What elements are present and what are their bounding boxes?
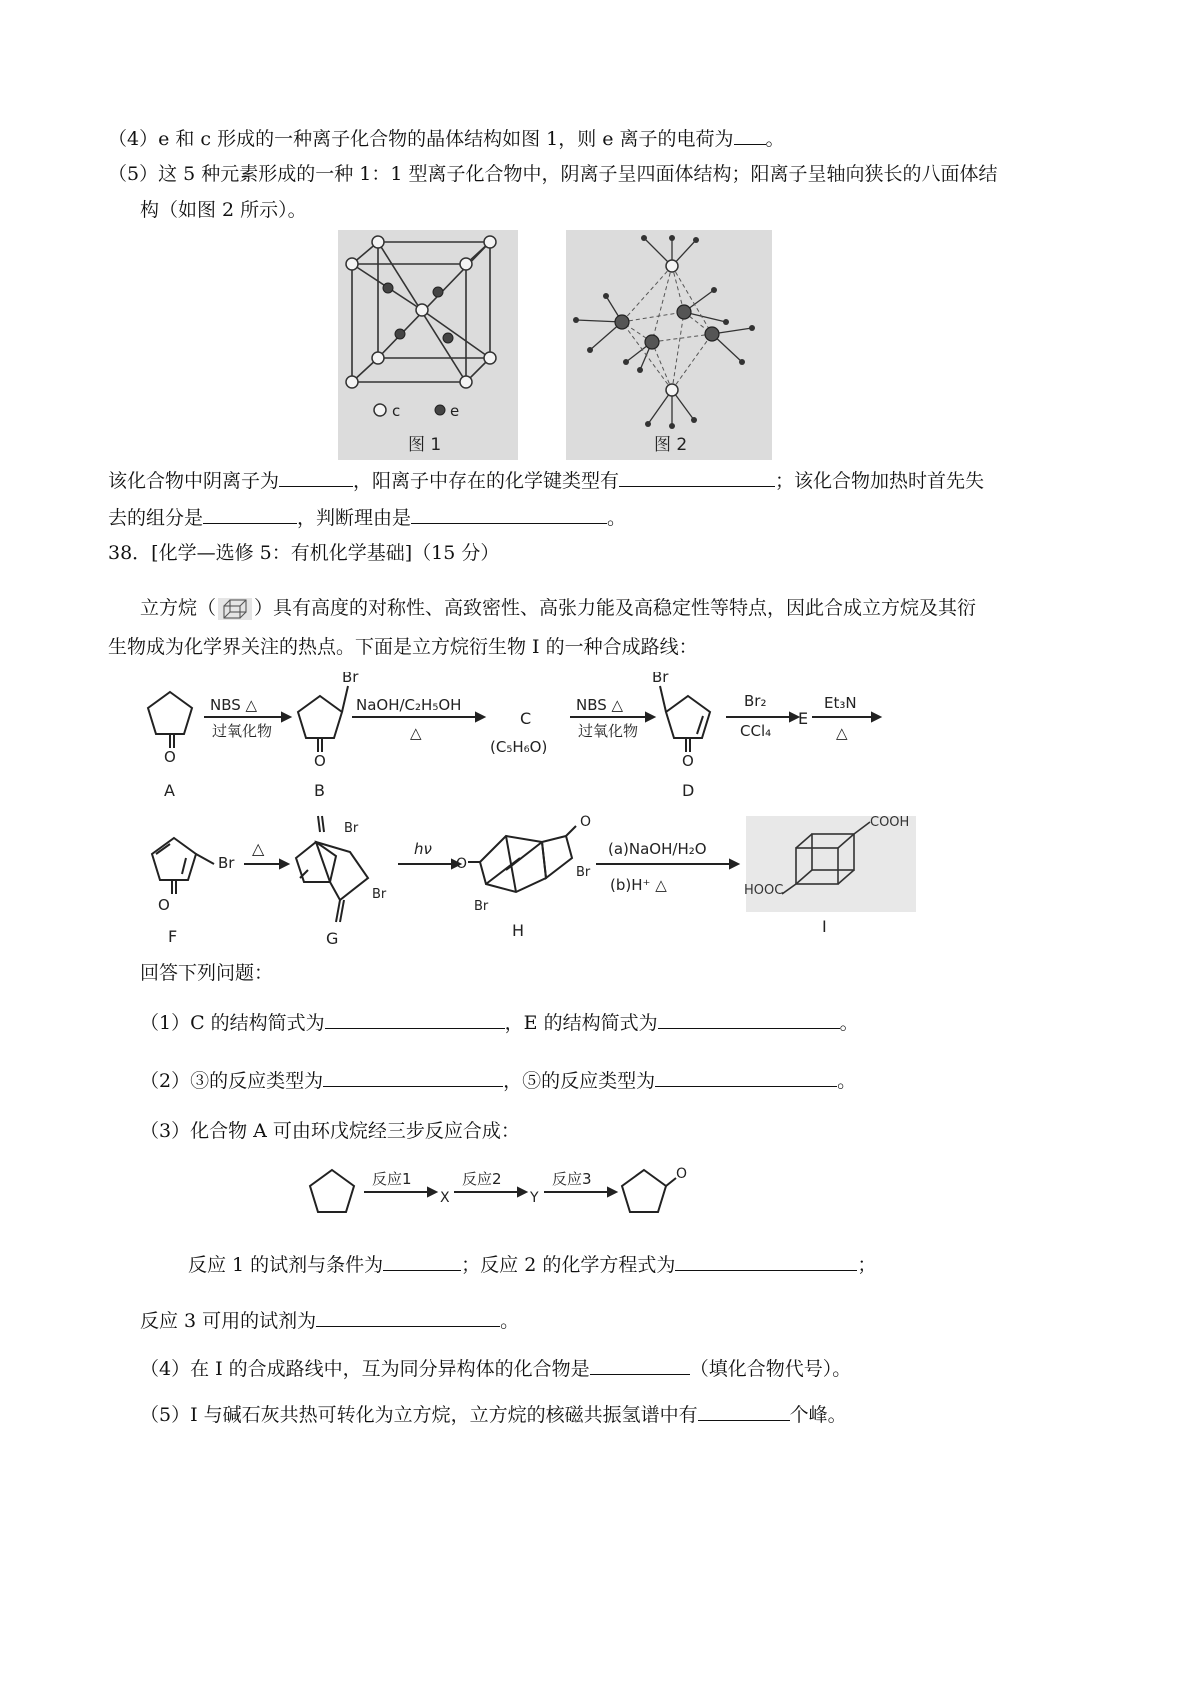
q38-text: ；反应 2 的化学方程式为: [461, 1254, 676, 1276]
atom-br: Br: [652, 672, 669, 686]
q38-sub4: [140, 1354, 851, 1382]
atom-o: O: [158, 896, 170, 914]
q38-sub1: [140, 1008, 859, 1036]
compound-a-label: A: [164, 781, 175, 800]
compound-h-label: H: [512, 921, 525, 940]
group-cooh: COOH: [870, 815, 910, 830]
atom-br: Br: [372, 887, 387, 902]
q38-text: 反应 1 的试剂与条件为: [188, 1254, 384, 1276]
q38-text: （1）C 的结构简式为: [140, 1012, 325, 1034]
figure-1-label: 图 1: [408, 435, 442, 455]
q38-text: （2）③的反应类型为: [140, 1070, 324, 1092]
reagent-heat: △: [410, 724, 422, 742]
answer-blank[interactable]: [203, 503, 297, 524]
q37-text: ，判断理由是: [297, 507, 412, 529]
answer-blank[interactable]: [411, 503, 607, 524]
answer-blank[interactable]: [734, 124, 766, 145]
answer-blank[interactable]: [658, 1008, 840, 1029]
reaction-1-label: 反应1: [372, 1170, 412, 1188]
atom-br: Br: [218, 854, 235, 872]
answer-blank[interactable]: [675, 1250, 857, 1271]
q38-text: （4）在 I 的合成路线中，互为同分异构体的化合物是: [140, 1358, 590, 1380]
q38-text: 反应 3 可用的试剂为: [140, 1310, 317, 1332]
compound-b-label: B: [314, 781, 325, 800]
compound-x-label: X: [440, 1190, 450, 1206]
compound-i-label: I: [822, 917, 827, 936]
q37-part5-line1: （5）这 5 种元素形成的一种 1：1 型离子化合物中，阴离子呈四面体结构；阳离子呈轴向狭长的八面体结: [108, 163, 998, 185]
q38-sub3-line2: [188, 1250, 876, 1278]
answer-blank[interactable]: [655, 1066, 837, 1087]
atom-br: Br: [342, 672, 359, 686]
atom-o: O: [580, 814, 592, 830]
reaction-2-label: 反应2: [462, 1170, 502, 1188]
legend-c-label: c: [392, 402, 401, 420]
reagent-bromine: Br₂: [744, 692, 767, 710]
q38-text: ；: [857, 1254, 877, 1276]
q38-header: 38．[化学—选修 5：有机化学基础]（15 分）: [108, 542, 500, 564]
answer-blank[interactable]: [325, 1008, 505, 1029]
q37-text: 。: [607, 507, 627, 529]
q38-sub3: （3）化合物 A 可由环戊烷经三步反应合成：: [140, 1120, 520, 1142]
answer-blank[interactable]: [590, 1354, 690, 1375]
answer-intro: 回答下列问题：: [140, 962, 274, 984]
q38-intro-text: 立方烷（: [140, 597, 217, 619]
q37-text: 去的组分是: [108, 507, 204, 529]
answer-blank[interactable]: [323, 1066, 503, 1087]
group-hooc: HOOC: [744, 883, 784, 898]
atom-br: Br: [474, 899, 489, 914]
compound-f-label: F: [168, 927, 178, 946]
figure-2-label: 图 2: [654, 435, 688, 455]
q37-part5-question-line1: [108, 466, 984, 494]
atom-o: O: [164, 748, 176, 766]
q38-intro-line1: [140, 595, 976, 622]
reagent-heat: △: [252, 839, 265, 858]
reagent-naoh-ethanol: NaOH/C₂H₅OH: [356, 696, 462, 714]
atom-o: O: [676, 1166, 688, 1182]
reagent-ccl4: CCl₄: [740, 722, 772, 740]
q38-text: （填化合物代号）。: [689, 1358, 852, 1380]
reagent-et3n: Et₃N: [824, 694, 857, 712]
answer-blank[interactable]: [279, 466, 353, 487]
q38-text: 。: [500, 1310, 520, 1332]
reagent-naoh-water: (a)NaOH/H₂O: [608, 840, 707, 858]
q38-intro-text: ）具有高度的对称性、高致密性、高张力能及高稳定性等特点，因此合成立方烷及其衍: [254, 597, 977, 619]
cubane-icon: [216, 596, 254, 622]
synthesis-scheme-3: [300, 1160, 700, 1222]
answer-blank[interactable]: [619, 466, 775, 487]
reagent-peroxide: 过氧化物: [212, 722, 273, 740]
compound-c-formula: (C₅H₆O): [490, 738, 548, 756]
reagent-acid-heat: (b)H⁺ △: [610, 876, 667, 894]
q38-text: 。: [839, 1012, 859, 1034]
q37-text: ，阳离子中存在的化学键类型有: [353, 470, 620, 492]
q38-text: 。: [837, 1070, 857, 1092]
atom-o: O: [682, 752, 694, 770]
atom-o: O: [314, 752, 326, 770]
q37-part4-text: （4）e 和 c 形成的一种离子化合物的晶体结构如图 1，则 e 离子的电荷为: [108, 128, 734, 150]
reagent-peroxide: 过氧化物: [578, 722, 639, 740]
reagent-heat: △: [836, 724, 848, 742]
reagent-light: hν: [414, 840, 432, 858]
atom-br: Br: [344, 821, 359, 836]
compound-g-label: G: [326, 929, 339, 948]
q38-text: （5）I 与碱石灰共热可转化为立方烷，立方烷的核磁共振氢谱中有: [140, 1404, 698, 1426]
q37-part5-question-line2: [108, 503, 626, 531]
q37-part4-suffix: 。: [765, 128, 785, 150]
legend-e-label: e: [450, 402, 460, 420]
q38-intro-line2: 生物成为化学界关注的热点。下面是立方烷衍生物 I 的一种合成路线：: [108, 636, 698, 658]
q38-sub2: [140, 1066, 856, 1094]
q38-text: 个峰。: [789, 1404, 847, 1426]
figure-2-octahedral-cation: [566, 230, 772, 460]
q38-sub5: [140, 1400, 847, 1428]
answer-blank[interactable]: [316, 1306, 500, 1327]
q37-part4: [108, 124, 785, 152]
atom-o: O: [456, 856, 468, 872]
compound-y-label: Y: [530, 1190, 539, 1206]
figure-1-crystal-structure: [338, 230, 518, 460]
figure-2: [566, 230, 772, 460]
answer-blank[interactable]: [383, 1250, 461, 1271]
q38-text: ，E 的结构简式为: [504, 1012, 658, 1034]
compound-d-label: D: [682, 781, 695, 800]
compound-c-label: C: [520, 709, 532, 728]
reaction-3-label: 反应3: [552, 1170, 592, 1188]
reagent-nbs: NBS △: [210, 696, 258, 714]
answer-blank[interactable]: [698, 1400, 790, 1421]
reagent-nbs: NBS △: [576, 696, 624, 714]
q37-text: 该化合物中阴离子为: [108, 470, 280, 492]
figure-1: [338, 230, 518, 460]
synthesis-scheme-1: [140, 672, 900, 802]
atom-br: Br: [576, 865, 591, 880]
q37-part5-line2: 构（如图 2 所示）。: [140, 199, 307, 221]
q38-sub3-line3: [140, 1306, 519, 1334]
synthesis-scheme-2: [140, 812, 920, 952]
q37-text: ；该化合物加热时首先失: [775, 470, 985, 492]
q38-text: ，⑤的反应类型为: [503, 1070, 656, 1092]
compound-e-label: E: [798, 709, 809, 728]
